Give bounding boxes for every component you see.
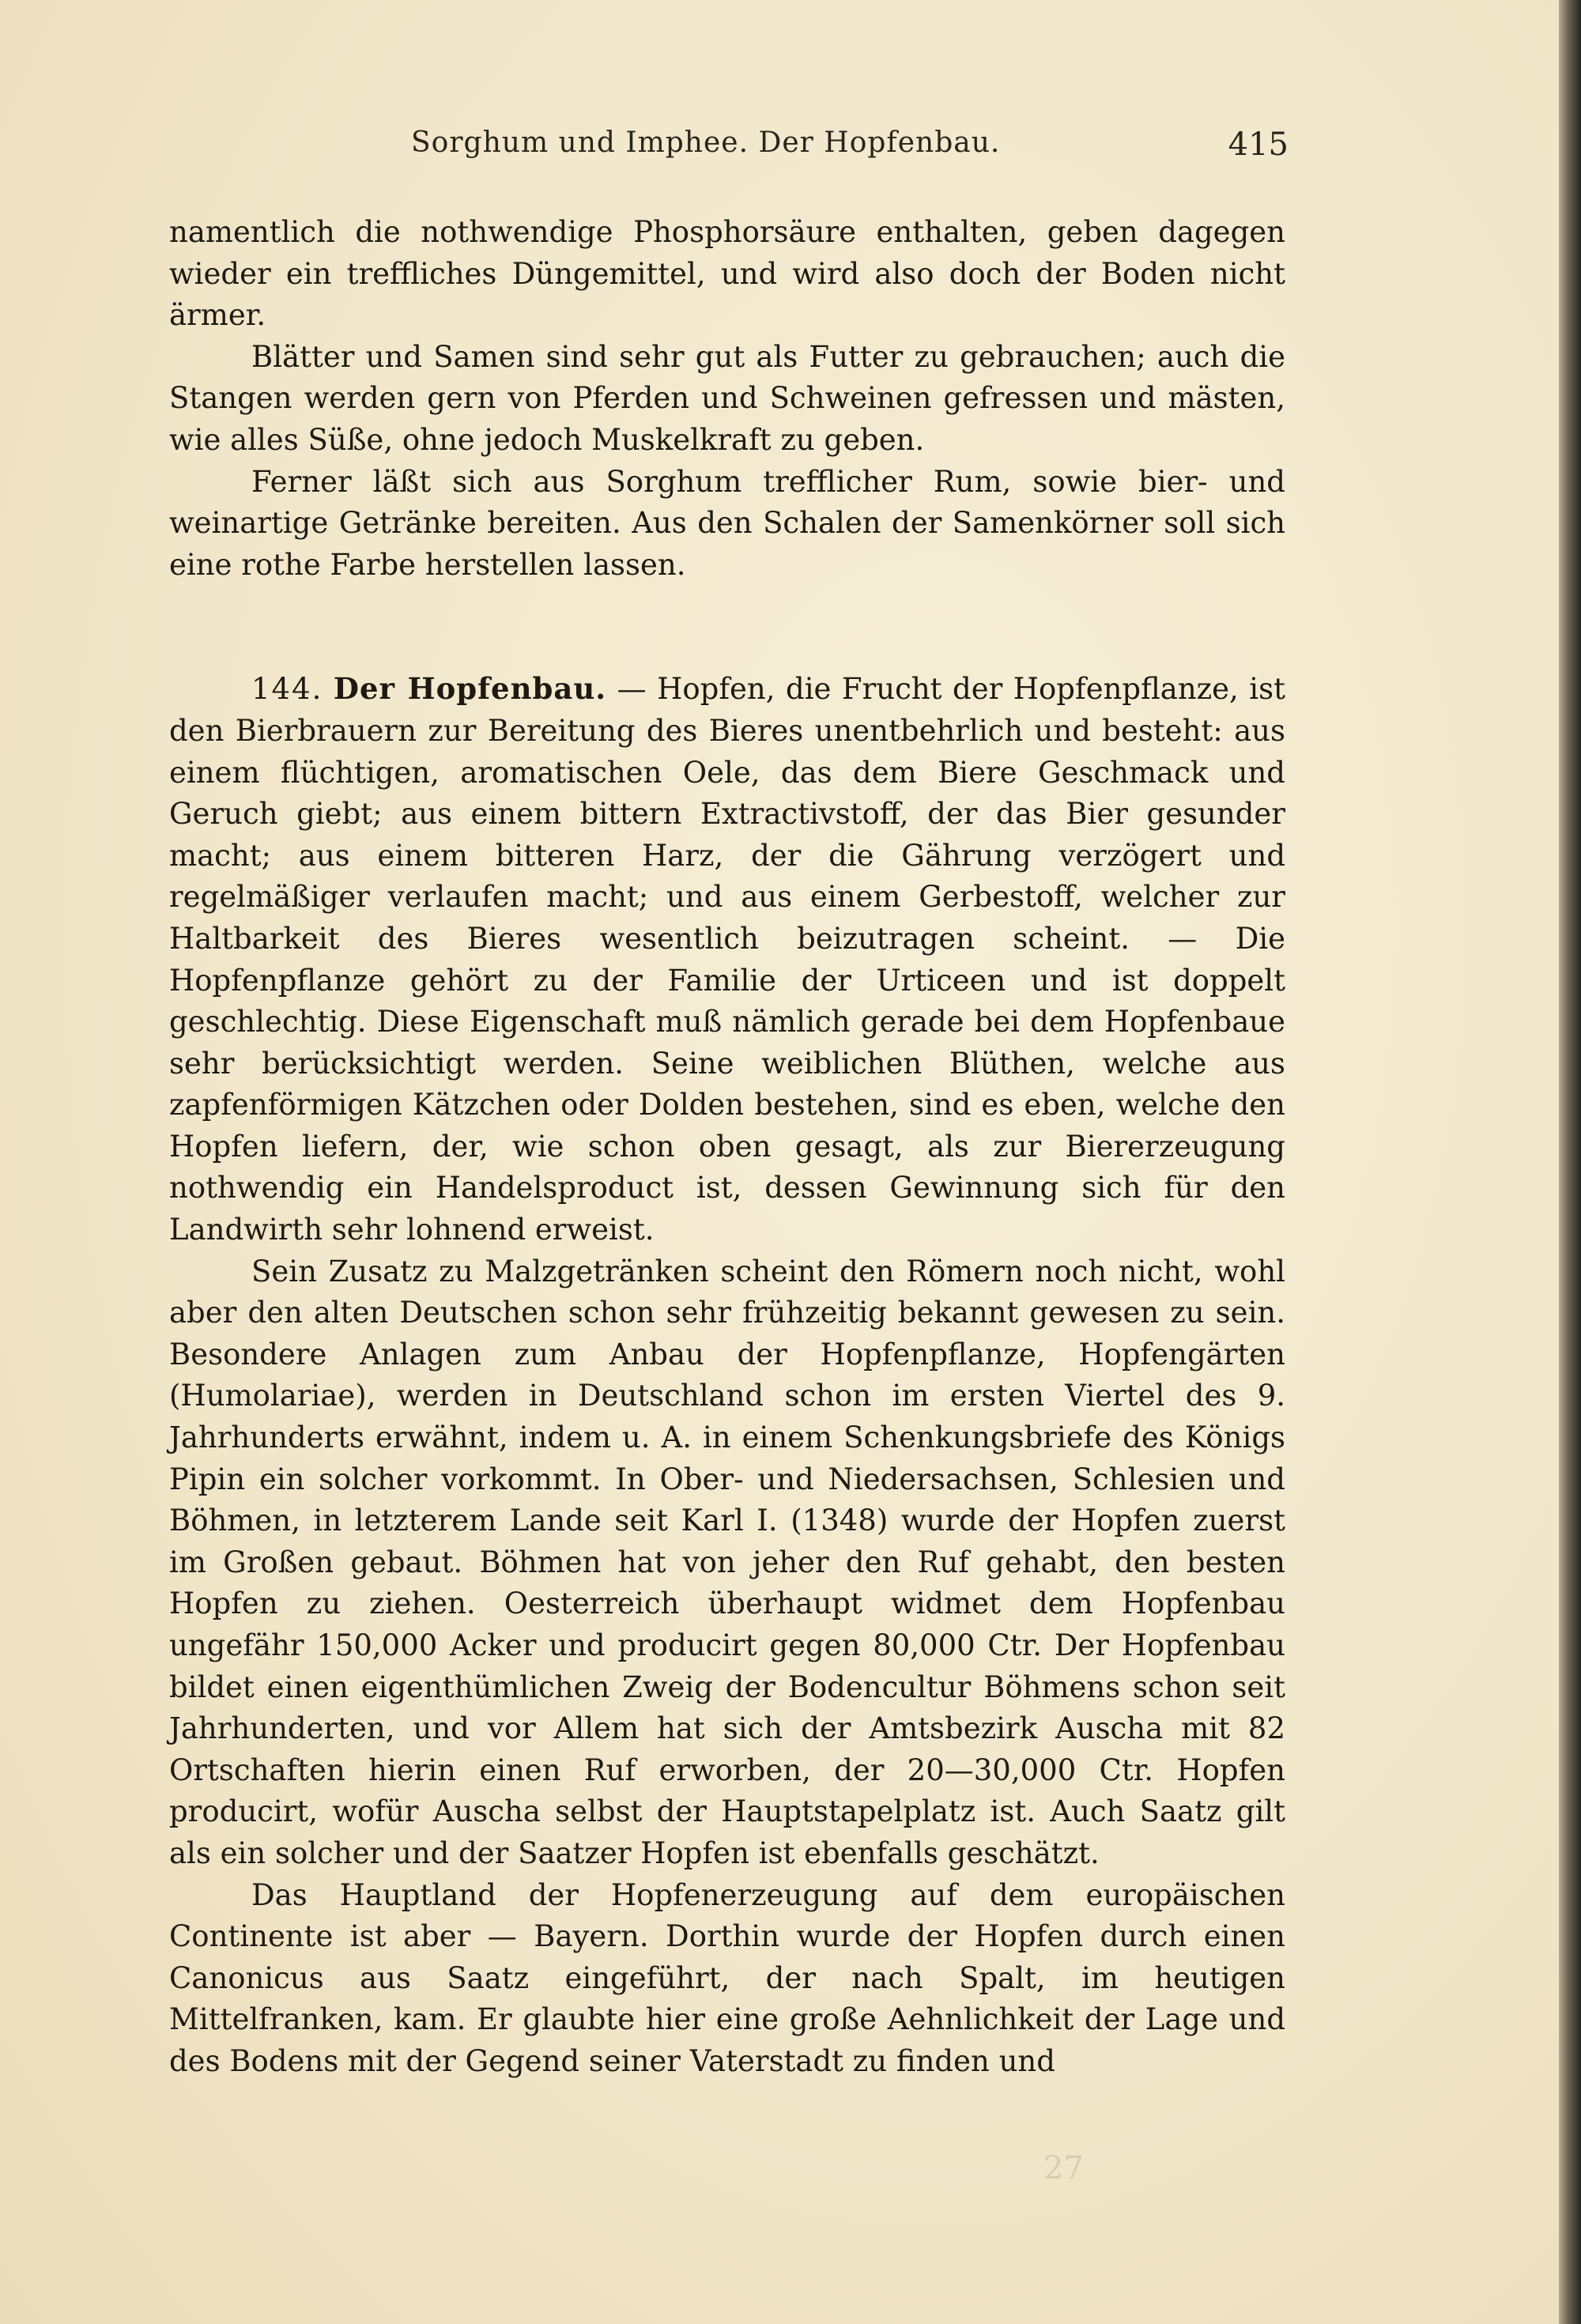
running-title: Sorghum und Imphee. Der Hopfenbau. xyxy=(411,126,1001,159)
paragraph-1: namentlich die nothwendige Phosphorsäure enthalten, geben dagegen wieder ein treffliches Düngemittel, und wird also doch der Boden nicht ärmer. xyxy=(169,215,1285,333)
paragraph-3: Ferner läßt sich aus Sorghum trefflicher Rum, sowie bier- und weinartige Getränke bereiten. Aus den Schalen der Samenkörner soll sich eine rothe Farbe herstellen lassen. xyxy=(169,464,1285,582)
page-number: 415 xyxy=(1228,126,1289,163)
faded-signature-mark: 27 xyxy=(1043,2150,1084,2186)
page-edge-shadow xyxy=(1559,0,1581,2324)
section-144-paragraph xyxy=(169,668,1285,1251)
section-title: Der Hopfenbau. xyxy=(333,671,607,707)
section-text: — Hopfen, die Frucht der Hopfenpflanze, ist den Bierbrauern zur Bereitung des Bieres unentbehrlich und besteht: aus einem flüchtigen, aromatischen Oele, das dem Biere Geschmack und Geruch giebt; aus einem bittern Extractivstoff, der das Bier gesunder macht; aus einem bitteren Harz, der die Gährung verzögert und regelmäßiger verlaufen macht; und aus einem Gerbestoff, welcher zur Haltbarkeit des Bieres wesentlich beizutragen scheint. — Die Hopfenpflanze gehört zu der Familie der Urticeen und ist doppelt geschlechtig. Diese Eigenschaft muß nämlich gerade bei dem Hopfenbaue sehr berücksichtigt werden. Seine weiblichen Blüthen, welche aus zapfenförmigen Kätzchen oder Dolden bestehen, sind es eben, welche den Hopfen liefern, der, wie schon oben gesagt, als zur Biererzeugung nothwendig ein Handelsproduct ist, dessen Gewinnung sich für den Landwirth sehr lohnend erweist. xyxy=(169,672,1286,1247)
body-text xyxy=(169,212,1285,2083)
paragraph-5: Sein Zusatz zu Malzgetränken scheint den Römern noch nicht, wohl aber den alten Deutschen schon sehr frühzeitig bekannt gewesen zu sein. Besondere Anlagen zum Anbau der Hopfenpflanze, Hopfengärten (Humolariae), werden in Deutschland schon im ersten Viertel des 9. Jahrhunderts erwähnt, indem u. A. in einem Schenkungsbriefe des Königs Pipin ein solcher vorkommt. In Ober- und Niedersachsen, Schlesien und Böhmen, in letzterem Lande seit Karl I. (1348) wurde der Hopfen zuerst im Großen gebaut. Böhmen hat von jeher den Ruf gehabt, den besten Hopfen zu ziehen. Oesterreich überhaupt widmet dem Hopfenbau ungefähr 150,000 Acker und producirt gegen 80,000 Ctr. Der Hopfenbau bildet einen eigenthümlichen Zweig der Bodencultur Böhmens schon seit Jahrhunderten, und vor Allem hat sich der Amtsbezirk Auscha mit 82 Ortschaften hierin einen Ruf erworben, der 20—30,000 Ctr. Hopfen producirt, wofür Auscha selbst der Hauptstapelplatz ist. Auch Saatz gilt als ein solcher und der Saatzer Hopfen ist ebenfalls geschätzt. xyxy=(169,1254,1285,1870)
section-number: 144. xyxy=(251,672,323,707)
paragraph-2: Blätter und Samen sind sehr gut als Futter zu gebrauchen; auch die Stangen werden gern von Pferden und Schweinen gefressen und mästen, wie alles Süße, ohne jedoch Muskelkraft zu geben. xyxy=(169,339,1285,457)
page-header xyxy=(166,126,1289,174)
paragraph-6: Das Hauptland der Hopfenerzeugung auf dem europäischen Continente ist aber — Bayern. Dorthin wurde der Hopfen durch einen Canonicus aus Saatz eingeführt, der nach Spalt, im heutigen Mittelfranken, kam. Er glaubte hier eine große Aehnlichkeit der Lage und des Bodens mit der Gegend seiner Vaterstadt zu finden und xyxy=(169,1877,1285,2078)
